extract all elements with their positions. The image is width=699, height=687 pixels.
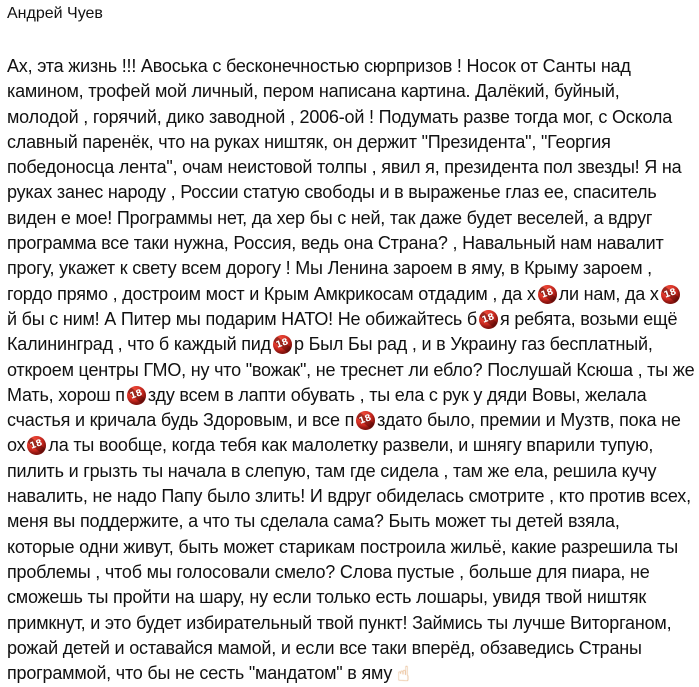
text-line: сможешь ты пройти на шару, ну если только есть лошары, увидя твой ништяк	[7, 587, 647, 608]
text-line: рожай детей и оставайся мамой, и если все таки вперёд, обзаведись Страны	[7, 637, 642, 658]
text-line: молодой , горячий, дико заводной , 2006-ой ! Подумать разве тогда мог, с Оскола	[7, 106, 673, 127]
badge-label: 18	[274, 337, 290, 352]
badge-label: 18	[29, 438, 45, 453]
text-line: проблемы , чтоб мы голосовали смело? Слова пустые , больше для пиара, не	[7, 561, 650, 582]
age-18-badge-icon	[356, 411, 375, 430]
text-line: меня вы поддержите, а что ты сделала сама? Быть может ты детей взяла,	[7, 511, 620, 532]
text-line: счастья и кричала будь Здоровым, и все п 18 здато было, премии и Музтв, пока не	[7, 408, 695, 433]
text-line: прогу, укажет к свету всем дорогу ! Мы Ленина зароем в яму, в Крыму зароем ,	[7, 258, 652, 279]
age-18-badge-icon	[27, 436, 46, 455]
age-18-badge-icon	[661, 285, 680, 304]
badge-label: 18	[128, 387, 144, 402]
text-line: й бы с ним! А Питер мы подарим НАТО! Не обижайтесь б 18 я ребята, возьми ещё	[7, 307, 695, 332]
age-18-badge-icon	[538, 285, 557, 304]
point-up-emoji-icon: ☝	[396, 662, 410, 687]
age-18-badge-icon	[273, 335, 292, 354]
text-line: программа все таки нужна, Россия, ведь она Страна? , Навальный нам навалит	[7, 233, 664, 254]
text-line: ох 18 ла ты вообще, когда тебя как малолетку развели, и шнягу впарили тупую,	[7, 433, 695, 458]
page-title: Андрей Чуев	[7, 5, 103, 22]
text-line: виден е мое! Программы нет, да хер бы с ней, так даже будет веселей, а вдруг	[7, 207, 653, 228]
article-body	[7, 54, 695, 687]
badge-label: 18	[539, 286, 555, 301]
badge-label: 18	[357, 413, 374, 427]
text-line: гордо прямо , достроим мост и Крым Амкрикосам отдадим , да х 18 ли нам, да х 18	[7, 282, 695, 307]
text-line: навалить, не надо Папу было злить! И вдруг обиделась смотрите , кто против всех,	[7, 486, 691, 507]
text-line: Калининград , что б каждый пид 18 р Был Бы рад , и в Украину газ бесплатный,	[7, 332, 695, 357]
text-line: которые одни живут, быть может старикам построила жильё, какие разрешила ты	[7, 536, 678, 557]
text-line: руках занес народу , России статую свободы и в выраженье глаз ее, спаситель	[7, 182, 657, 203]
text-line: славный паренёк, что на руках ништяк, он держит "Президента", "Георгия	[7, 131, 611, 152]
text-line: камином, трофей мой личный, пером написана картина. Далёкий, буйный,	[7, 81, 620, 102]
badge-label: 18	[662, 286, 678, 301]
badge-label: 18	[480, 312, 496, 326]
age-18-badge-icon	[479, 310, 498, 329]
text-line: откроем центры ГМО, ну что "вожак", не треснет ли ебло? Послушай Ксюша , ты же	[7, 359, 695, 380]
text-line: примкнут, и это будет избирательный твой пункт! Займись ты лучше Виторганом,	[7, 612, 672, 633]
age-18-badge-icon	[127, 386, 146, 405]
text-line: программой, что бы не сесть "мандатом" в яму ☝	[7, 662, 410, 687]
text-line: пилить и грызть ты начала в слепую, там где сидела , там же ела, решила кучу	[7, 460, 657, 481]
text-line: победоносца лента", очам неистовой толпы , явил я, президента пол звезды! Я на	[7, 157, 682, 178]
text-line: Мать, хорош п 18 зду всем в лапти обувать , ты ела с рук у дяди Вовы, желала	[7, 383, 695, 408]
text-line: Ах, эта жизнь !!! Авоська с бесконечностью сюрпризов ! Носок от Санты над	[7, 56, 631, 76]
